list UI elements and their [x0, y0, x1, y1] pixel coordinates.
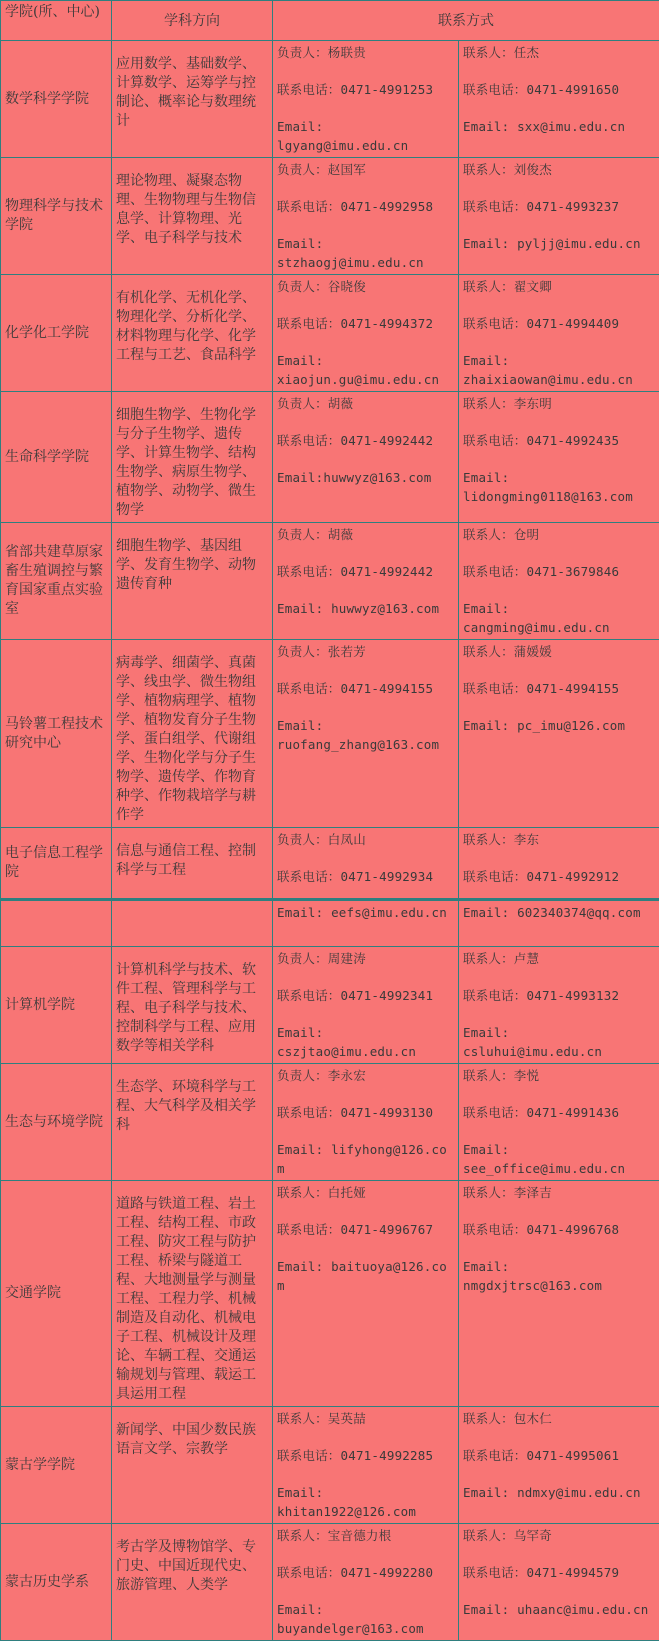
line-spacer: [463, 849, 655, 867]
contact-secondary: [459, 1181, 659, 1407]
contact-line: 联系电话：0471-4991436: [463, 1103, 655, 1122]
discipline-cell: 计算机科学与技术、软件工程、管理科学与工程、电子科学与技术、控制科学与工程、应用数学等相关学科: [112, 947, 273, 1064]
contact-line: 联系人：仓明: [463, 525, 655, 544]
contact-line: 联系电话：0471-4994409: [463, 314, 655, 333]
email-address[interactable]: lidongming0118@163.com: [463, 487, 655, 506]
line-spacer: [277, 1202, 454, 1220]
table-row: [1, 275, 659, 392]
line-spacer: [277, 450, 454, 468]
contact-line: 联系电话：0471-4992442: [277, 562, 454, 581]
contact-line: 负责人：白凤山: [277, 830, 454, 849]
contact-line: 联系电话：0471-4993237: [463, 197, 655, 216]
table-row: [1, 947, 659, 1064]
contact-secondary: [459, 392, 659, 523]
contact-line: 联系电话：0471-4994372: [277, 314, 454, 333]
line-spacer: [463, 581, 655, 599]
contact-line: 联系电话：0471-4992280: [277, 1563, 454, 1582]
college-name: 化学化工学院: [1, 275, 112, 392]
line-spacer: [277, 698, 454, 716]
email-address[interactable]: cszjtao@imu.edu.cn: [277, 1042, 454, 1061]
line-spacer: [277, 1465, 454, 1483]
email-label[interactable]: Email: ndmxy@imu.edu.cn: [463, 1483, 655, 1502]
college-name: 数学科学学院: [1, 41, 112, 158]
line-spacer: [277, 216, 454, 234]
line-spacer: [277, 1122, 454, 1140]
line-spacer: [463, 1545, 655, 1563]
email-address[interactable]: zhaixiaowan@imu.edu.cn: [463, 370, 655, 389]
contact-line: 联系人：刘俊杰: [463, 160, 655, 179]
line-spacer: [277, 296, 454, 314]
email-label: Email:: [463, 1257, 655, 1276]
contact-line: 联系人：包木仁: [463, 1409, 655, 1428]
contact-line: 联系人：吴英喆: [277, 1409, 454, 1428]
contact-primary: [273, 275, 459, 392]
email-label[interactable]: Email: pyljj@imu.edu.cn: [463, 234, 655, 253]
line-spacer: [463, 968, 655, 986]
table-row: [1, 392, 659, 523]
contact-primary: [273, 158, 459, 275]
contact-secondary: [459, 640, 659, 828]
contact-line: 联系人：翟文卿: [463, 277, 655, 296]
line-spacer: [463, 661, 655, 679]
discipline-cell: 有机化学、无机化学、物理化学、分析化学、材料物理与化学、化学工程与工艺、食品科学: [112, 275, 273, 392]
college-name: 马铃薯工程技术 研究中心: [1, 640, 112, 828]
contact-line: 联系电话：0471-4992341: [277, 986, 454, 1005]
discipline-cell: 病毒学、细菌学、真菌学、线虫学、微生物组学、植物病理学、植物学、植物发育分子生物学、蛋白组学、代谢组学、生物化学与分子生物学、遗传学、作物育种学、作物栽培学与耕作学: [112, 640, 273, 828]
contact-line: 负责人：杨联贵: [277, 43, 454, 62]
discipline-cell: [112, 900, 273, 947]
contact-secondary: [459, 41, 659, 158]
line-spacer: [463, 450, 655, 468]
contact-line: 联系人：白托娅: [277, 1183, 454, 1202]
contact-line: 联系电话：0471-4996767: [277, 1220, 454, 1239]
email-label: Email:: [277, 1600, 454, 1619]
line-spacer: [463, 333, 655, 351]
table-row: [1, 158, 659, 275]
line-spacer: [277, 1582, 454, 1600]
contact-primary: [273, 900, 459, 947]
email-address[interactable]: see_office@imu.edu.cn: [463, 1159, 655, 1178]
contact-primary: [273, 828, 459, 900]
contact-primary: [273, 41, 459, 158]
contact-line: 联系人：李东: [463, 830, 655, 849]
contact-primary: [273, 640, 459, 828]
college-name: 生态与环境学院: [1, 1064, 112, 1181]
email-label: Email:: [463, 1140, 655, 1159]
discipline-cell: 生态学、环境科学与工程、大气科学及相关学科: [112, 1064, 273, 1181]
contact-line: 联系人：任杰: [463, 43, 655, 62]
email-label: Email:: [277, 351, 454, 370]
contact-line: 联系人：宝音德力根: [277, 1526, 454, 1545]
discipline-cell: 道路与铁道工程、岩土工程、结构工程、市政工程、防灾工程与防护工程、桥梁与隧道工程、大地测量学与测量工程、工程力学、机械制造及自动化、机械电子工程、机械设计及理论、车辆工程、交通运输规划与管理、载运工具运用工程: [112, 1181, 273, 1407]
contact-line: 联系电话：0471-4992435: [463, 431, 655, 450]
line-spacer: [277, 1428, 454, 1446]
table-row: [1, 41, 659, 158]
contact-line: 联系电话：0471-4992934: [277, 867, 454, 886]
line-spacer: [463, 1428, 655, 1446]
contact-line: 负责人：谷晓俊: [277, 277, 454, 296]
email-label[interactable]: Email: sxx@imu.edu.cn: [463, 117, 655, 136]
email-label[interactable]: Email:huwwyz@163.com: [277, 468, 454, 487]
table-row: [1, 1064, 659, 1181]
email-label[interactable]: Email: pc_imu@126.com: [463, 716, 655, 735]
table-row: [1, 1407, 659, 1524]
college-name: 物理科学与技术 学院: [1, 158, 112, 275]
contact-primary: [273, 523, 459, 640]
contact-line: 联系人：李泽吉: [463, 1183, 655, 1202]
contact-line: 联系电话：0471-4994579: [463, 1563, 655, 1582]
line-spacer: [463, 413, 655, 431]
email-label: Email:: [463, 1023, 655, 1042]
email-address[interactable]: buyandelger@163.com: [277, 1619, 454, 1638]
contact-line: 联系人：李悦: [463, 1066, 655, 1085]
contact-secondary: [459, 275, 659, 392]
line-spacer: [277, 99, 454, 117]
line-spacer: [277, 1005, 454, 1023]
contact-line: 联系电话：0471-4992912: [463, 867, 655, 886]
contact-line: 负责人：周建涛: [277, 949, 454, 968]
email-address[interactable]: nmgdxjtrsc@163.com: [463, 1276, 655, 1295]
contact-primary: [273, 1181, 459, 1407]
line-spacer: [277, 179, 454, 197]
contact-line: 负责人：李永宏: [277, 1066, 454, 1085]
discipline-cell: 细胞生物学、基因组学、发育生物学、动物遗传育种: [112, 523, 273, 640]
contact-secondary: [459, 900, 659, 947]
contact-primary: [273, 1524, 459, 1641]
college-name: [1, 900, 112, 947]
line-spacer: [463, 1465, 655, 1483]
line-spacer: [277, 849, 454, 867]
discipline-cell: 细胞生物学、生物化学与分子生物学、遗传学、计算生物学、结构生物学、病原生物学、植物学、动物学、微生物学: [112, 392, 273, 523]
line-spacer: [277, 1085, 454, 1103]
email-label[interactable]: Email: baituoya@126.com: [277, 1257, 454, 1295]
table-row: [1, 640, 659, 828]
contact-line: 联系电话：0471-4992958: [277, 197, 454, 216]
email-address[interactable]: khitan1922@126.com: [277, 1502, 454, 1521]
table-row: [1, 828, 659, 900]
table-row: [1, 523, 659, 640]
header-contact: 联系方式: [273, 1, 659, 41]
table-body: [1, 41, 659, 1641]
contact-line: 联系人：乌罕奇: [463, 1526, 655, 1545]
header-college: 学院(所、中心): [1, 1, 112, 41]
college-name: 蒙古学学院: [1, 1407, 112, 1524]
table-row: [1, 1524, 659, 1641]
email-label: Email:: [463, 351, 655, 370]
contact-line: 负责人：胡薇: [277, 525, 454, 544]
line-spacer: [463, 544, 655, 562]
contact-line: 联系电话：0471-4991253: [277, 80, 454, 99]
discipline-cell: 理论物理、凝聚态物理、生物物理与生物信息学、计算物理、光学、电子科学与技术: [112, 158, 273, 275]
line-spacer: [463, 1239, 655, 1257]
contact-primary: [273, 392, 459, 523]
college-name: 生命科学学院: [1, 392, 112, 523]
email-address[interactable]: stzhaogj@imu.edu.cn: [277, 253, 454, 272]
college-name: 计算机学院: [1, 947, 112, 1064]
contact-line: 联系电话：0471-4994155: [277, 679, 454, 698]
contact-primary: [273, 1064, 459, 1181]
email-label: Email:: [277, 1023, 454, 1042]
college-name: 电子信息工程学院: [1, 828, 112, 900]
line-spacer: [463, 1005, 655, 1023]
email-label[interactable]: Email: uhaanc@imu.edu.cn: [463, 1600, 655, 1619]
email-label: Email:: [277, 1483, 454, 1502]
college-name: 交通学院: [1, 1181, 112, 1407]
line-spacer: [277, 581, 454, 599]
header-discipline: 学科方向: [112, 1, 273, 41]
college-name: 省部共建草原家畜生殖调控与繁育国家重点实验室: [1, 523, 112, 640]
contact-secondary: [459, 1524, 659, 1641]
email-label: Email:: [277, 117, 454, 136]
line-spacer: [277, 62, 454, 80]
contact-secondary: [459, 947, 659, 1064]
contact-line: 联系电话：0471-4993132: [463, 986, 655, 1005]
table-row: [1, 1181, 659, 1407]
line-spacer: [463, 1202, 655, 1220]
contact-primary: [273, 947, 459, 1064]
line-spacer: [463, 1582, 655, 1600]
line-spacer: [463, 296, 655, 314]
email-label[interactable]: Email: huwwyz@163.com: [277, 599, 454, 618]
email-address[interactable]: ruofang_zhang@163.com: [277, 735, 454, 754]
contact-secondary: [459, 828, 659, 900]
line-spacer: [463, 1122, 655, 1140]
contact-line: 联系人：蒲媛媛: [463, 642, 655, 661]
contact-line: 联系电话：0471-4994155: [463, 679, 655, 698]
line-spacer: [277, 544, 454, 562]
contact-line: 联系电话：0471-4992285: [277, 1446, 454, 1465]
email-address[interactable]: xiaojun.gu@imu.edu.cn: [277, 370, 454, 389]
line-spacer: [463, 216, 655, 234]
contact-secondary: [459, 523, 659, 640]
email-address[interactable]: cangming@imu.edu.cn: [463, 618, 655, 637]
email-label: Email:: [463, 599, 655, 618]
line-spacer: [463, 698, 655, 716]
contact-primary: [273, 1407, 459, 1524]
contact-secondary: [459, 1407, 659, 1524]
discipline-cell: 信息与通信工程、控制科学与工程: [112, 828, 273, 900]
email-address[interactable]: csluhui@imu.edu.cn: [463, 1042, 655, 1061]
email-label[interactable]: Email: lifyhong@126.com: [277, 1140, 454, 1178]
contact-line: 负责人：赵国军: [277, 160, 454, 179]
email-label: Email:: [277, 234, 454, 253]
contact-secondary: [459, 1064, 659, 1181]
line-spacer: [277, 1545, 454, 1563]
line-spacer: [463, 179, 655, 197]
contact-line: 联系电话：0471-3679846: [463, 562, 655, 581]
contact-secondary: [459, 158, 659, 275]
line-spacer: [277, 333, 454, 351]
contact-line: 联系人：李东明: [463, 394, 655, 413]
contact-line: 联系电话：0471-4992442: [277, 431, 454, 450]
contact-line: 联系电话：0471-4995061: [463, 1446, 655, 1465]
line-spacer: [277, 1239, 454, 1257]
contact-line: 负责人：胡薇: [277, 394, 454, 413]
line-spacer: [463, 99, 655, 117]
line-spacer: [277, 661, 454, 679]
contact-line: 联系电话：0471-4996768: [463, 1220, 655, 1239]
email-label: Email:: [463, 468, 655, 487]
table-row: [1, 900, 659, 947]
line-spacer: [463, 62, 655, 80]
contact-line: 负责人：张若芳: [277, 642, 454, 661]
college-name: 蒙古历史学系: [1, 1524, 112, 1641]
email-address[interactable]: lgyang@imu.edu.cn: [277, 136, 454, 155]
discipline-cell: 应用数学、基础数学、计算数学、运筹学与控制论、概率论与数理统计: [112, 41, 273, 158]
contact-line: 联系电话：0471-4991650: [463, 80, 655, 99]
line-spacer: [277, 968, 454, 986]
header-row: [1, 1, 659, 41]
contact-line: 联系人：卢慧: [463, 949, 655, 968]
email-label: Email:: [277, 716, 454, 735]
line-spacer: [277, 413, 454, 431]
line-spacer: [463, 1085, 655, 1103]
email-label[interactable]: Email: eefs@imu.edu.cn: [277, 903, 454, 922]
discipline-cell: 考古学及博物馆学、专门史、中国近现代史、旅游管理、人类学: [112, 1524, 273, 1641]
discipline-cell: 新闻学、中国少数民族语言文学、宗教学: [112, 1407, 273, 1524]
contact-line: 联系电话：0471-4993130: [277, 1103, 454, 1122]
email-label[interactable]: Email: 602340374@qq.com: [463, 903, 655, 922]
